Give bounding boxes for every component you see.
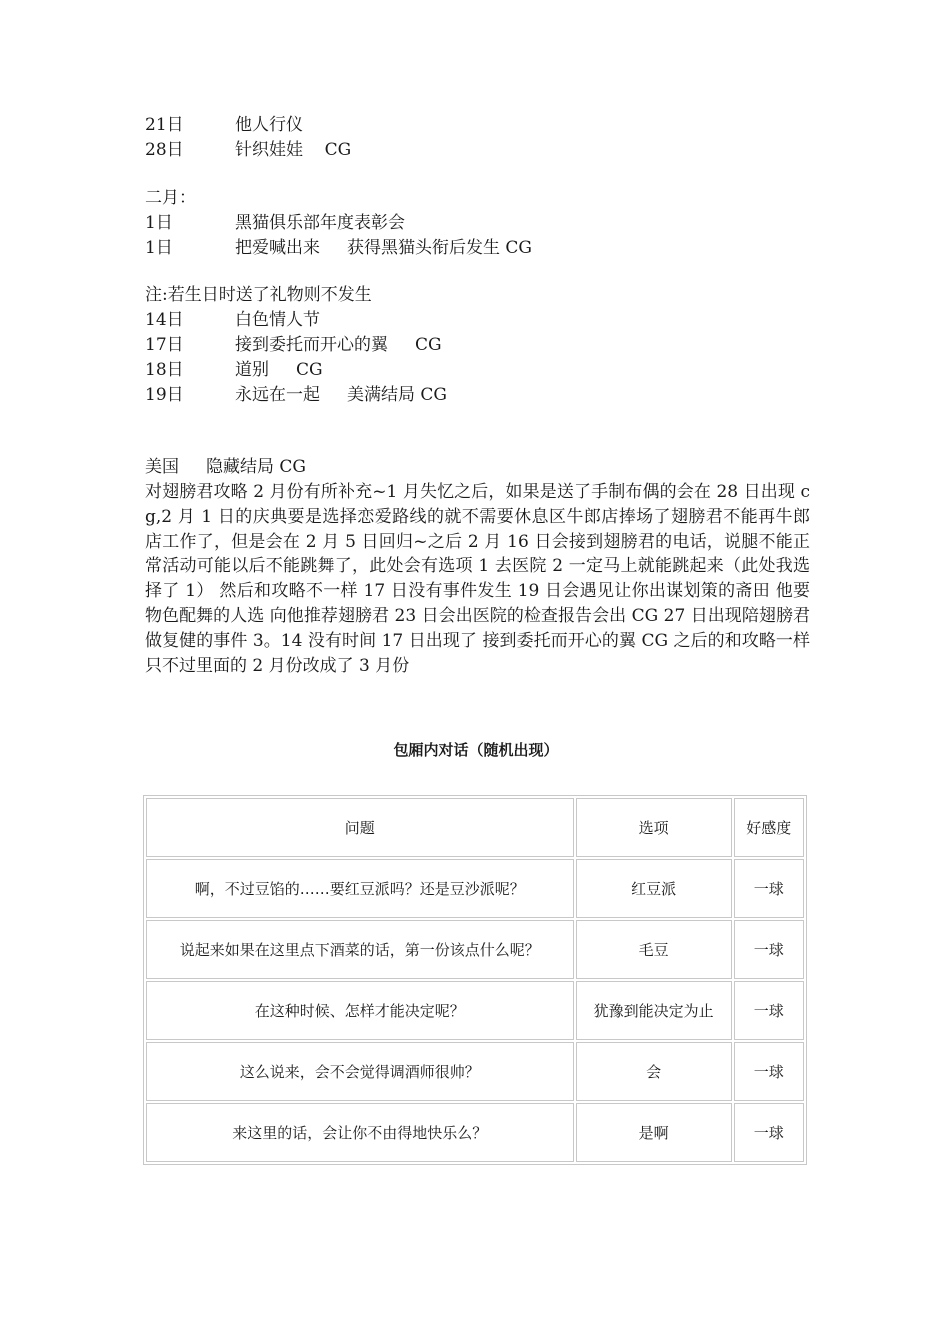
schedule-event: 针织娃娃 CG [235, 140, 352, 160]
schedule-day: 14日 [145, 310, 184, 330]
cell-question: 在这种时候、怎样才能决定呢？ [146, 981, 574, 1040]
table-row [146, 859, 804, 918]
schedule-event: 永远在一起 美满结局 CG [235, 385, 448, 405]
note-text: 注:若生日时送了礼物则不发生 [145, 285, 372, 305]
schedule-event: 把爱喊出来 获得黑猫头衔后发生 CG [235, 238, 533, 258]
cell-question: 来这里的话，会让你不由得地快乐么？ [146, 1103, 574, 1162]
cell-affection: 一球 [734, 1103, 804, 1162]
cell-option: 是啊 [576, 1103, 732, 1162]
cell-question: 这么说来，会不会觉得调酒师很帅？ [146, 1042, 574, 1101]
table-header-row [146, 798, 804, 857]
header-option: 选项 [576, 798, 732, 857]
cell-question: 说起来如果在这里点下酒菜的话，第一份该点什么呢？ [146, 920, 574, 979]
schedule-day: 28日 [145, 140, 184, 160]
header-affection: 好感度 [734, 798, 804, 857]
schedule-day: 19日 [145, 385, 184, 405]
table-row [146, 920, 804, 979]
schedule-event: 黑猫俱乐部年度表彰会 [235, 213, 405, 233]
header-question: 问题 [146, 798, 574, 857]
dialogue-table [143, 795, 807, 1165]
cell-option: 犹豫到能决定为止 [576, 981, 732, 1040]
schedule-day: 21日 [145, 115, 184, 135]
table-title: 包厢内对话（随机出现） [393, 741, 559, 759]
cell-affection: 一球 [734, 1042, 804, 1101]
schedule-day: 1日 [145, 213, 173, 233]
hidden-ending-line: 美国 隐藏结局 CG [145, 457, 307, 477]
schedule-day: 17日 [145, 335, 184, 355]
month-heading: 二月： [145, 188, 196, 208]
cell-option: 会 [576, 1042, 732, 1101]
cell-option: 红豆派 [576, 859, 732, 918]
schedule-event: 道别 CG [235, 360, 323, 380]
cell-affection: 一球 [734, 859, 804, 918]
cell-option: 毛豆 [576, 920, 732, 979]
schedule-event: 接到委托而开心的翼 CG [235, 335, 442, 355]
cell-affection: 一球 [734, 920, 804, 979]
cell-question: 啊，不过豆馅的……要红豆派吗？还是豆沙派呢？ [146, 859, 574, 918]
schedule-event: 白色情人节 [235, 310, 320, 330]
schedule-day: 18日 [145, 360, 184, 380]
table-row [146, 981, 804, 1040]
schedule-event: 他人行仪 [235, 115, 303, 135]
supplement-paragraph: 对翅膀君攻略 2 月份有所补充~1 月失忆之后，如果是送了手制布偶的会在 28 日出现 cg,2 月 1 日的庆典要是选择恋爱路线的就不需要休息区牛郎店捧场了翅膀君不能再牛郎店工作了，但是会在 2 月 5 日回归~之后 2 月 16 日会接到翅膀君的电话，说腿不能正常活动可能以后不能跳舞了，此处会有选项 1 去医院 2 一定马上就能跳起来（此处我选择了 1） 然后和攻略不一样 17 日没有事件发生 19 日会遇见让你出谋划策的斋田 他要物色配舞的人选 向他推荐翅膀君 23 日会出医院的检查报告会出 CG 27 日出现陪翅膀君做复健的事件 3。14 没有时间 17 日出现了 接到委托而开心的翼 CG 之后的和攻略一样 只不过里面的 2 月份改成了 3 月份 [145, 482, 810, 676]
cell-affection: 一球 [734, 981, 804, 1040]
table-row [146, 1103, 804, 1162]
schedule-day: 1日 [145, 238, 173, 258]
table-row [146, 1042, 804, 1101]
